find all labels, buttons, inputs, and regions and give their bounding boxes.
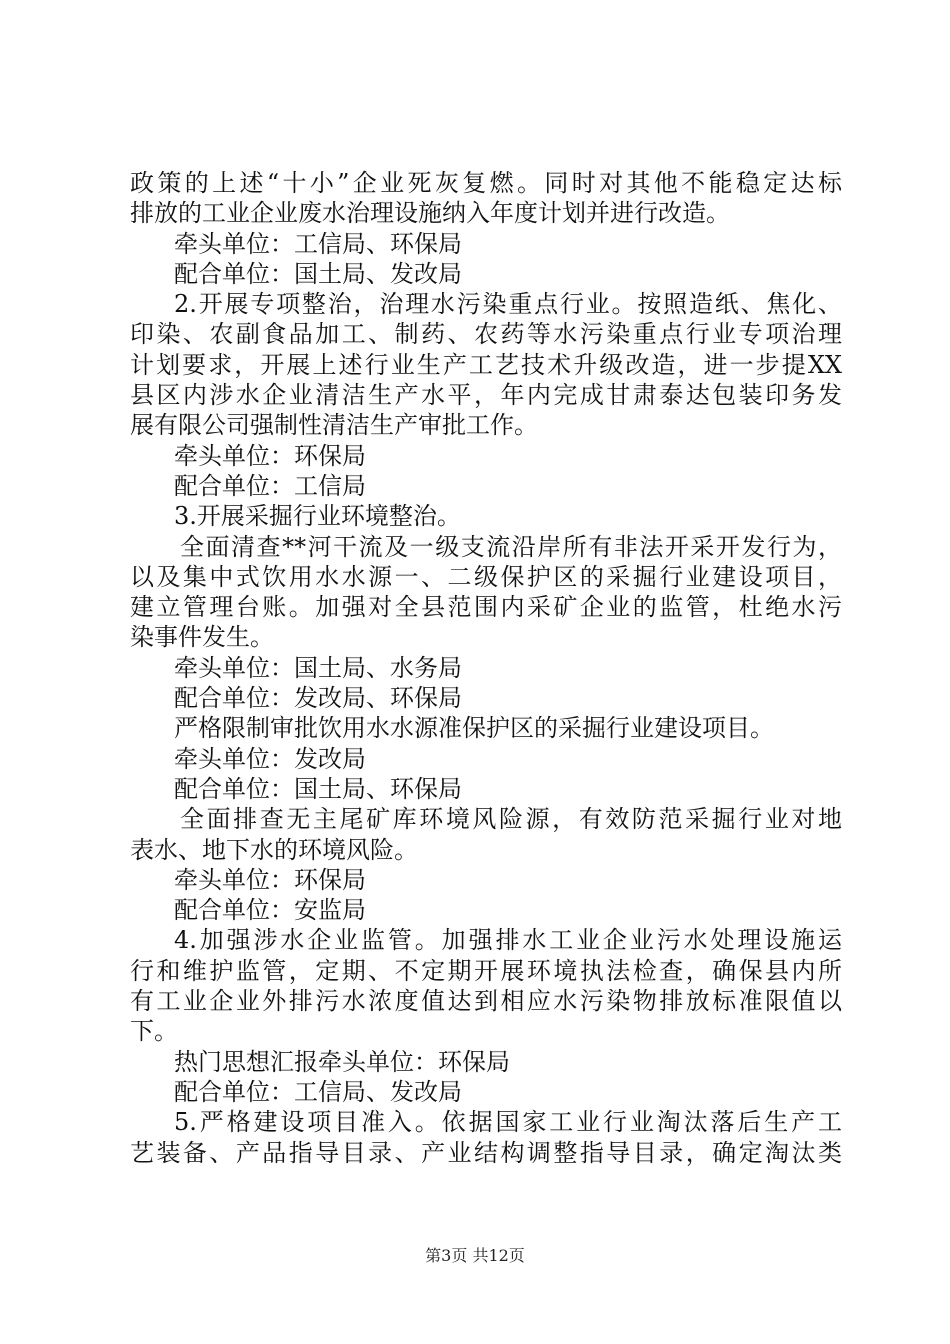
text-line: 政策的上述“十小”企业死灰复燃。同时对其他不能稳定达标 xyxy=(130,169,842,197)
text-line: 2.开展专项整治，治理水污染重点行业。按照造纸、焦化、 xyxy=(174,290,842,319)
text-line: 表水、地下水的环境风险。 xyxy=(130,835,418,864)
text-line: 配合单位：安监局 xyxy=(174,896,366,925)
text-line: 艺装备、产品指导目录、产业结构调整指导目录，确定淘汰类 xyxy=(130,1138,842,1167)
text-line: 热门思想汇报牵头单位：环保局 xyxy=(174,1047,510,1076)
text-line: 5.严格建设项目准入。依据国家工业行业淘汰落后生产工 xyxy=(174,1108,842,1137)
text-line: 牵头单位：环保局 xyxy=(174,865,366,894)
text-line: 建立管理台账。加强对全县范围内采矿企业的监管，杜绝水污 xyxy=(130,593,842,622)
text-line: 下。 xyxy=(130,1017,178,1046)
text-line: 牵头单位：国土局、水务局 xyxy=(174,653,462,682)
text-line: 计划要求，开展上述行业生产工艺技术升级改造，进一步提XX xyxy=(130,350,842,379)
text-line: 配合单位：工信局、发改局 xyxy=(174,1077,462,1106)
text-line: 牵头单位：发改局 xyxy=(174,744,366,773)
text-line: 染事件发生。 xyxy=(130,623,274,652)
text-line: 全面清查**河干流及一级支流沿岸所有非法开采开发行为， xyxy=(180,532,842,561)
text-line: 县区内涉水企业清洁生产水平，年内完成甘肃泰达包装印务发 xyxy=(130,381,842,410)
text-line: 配合单位：发改局、环保局 xyxy=(174,684,462,713)
document-body xyxy=(130,168,842,1168)
text-line: 全面排查无主尾矿库环境风险源，有效防范采掘行业对地 xyxy=(180,805,842,834)
text-line: 3.开展采掘行业环境整治。 xyxy=(174,502,461,531)
text-line: 配合单位：国土局、发改局 xyxy=(174,259,462,288)
text-line: 印染、农副食品加工、制药、农药等水污染重点行业专项治理 xyxy=(130,320,842,349)
text-line: 4.加强涉水企业监管。加强排水工业企业污水处理设施运 xyxy=(174,926,842,955)
text-line: 行和维护监管，定期、不定期开展环境执法检查，确保县内所 xyxy=(130,956,842,985)
text-line: 以及集中式饮用水水源一、二级保护区的采掘行业建设项目， xyxy=(130,562,842,591)
text-line: 牵头单位：环保局 xyxy=(174,441,366,470)
text-line: 牵头单位：工信局、环保局 xyxy=(174,229,462,258)
text-line: 排放的工业企业废水治理设施纳入年度计划并进行改造。 xyxy=(130,199,730,228)
text-line: 有工业企业外排污水浓度值达到相应水污染物排放标准限值以 xyxy=(130,987,842,1016)
text-line: 展有限公司强制性清洁生产审批工作。 xyxy=(130,411,538,440)
text-line: 配合单位：国土局、环保局 xyxy=(174,774,462,803)
text-line: 配合单位：工信局 xyxy=(174,471,366,500)
page-number-footer: 第3页 共12页 xyxy=(425,1246,525,1265)
text-line: 严格限制审批饮用水水源准保护区的采掘行业建设项目。 xyxy=(174,714,774,743)
